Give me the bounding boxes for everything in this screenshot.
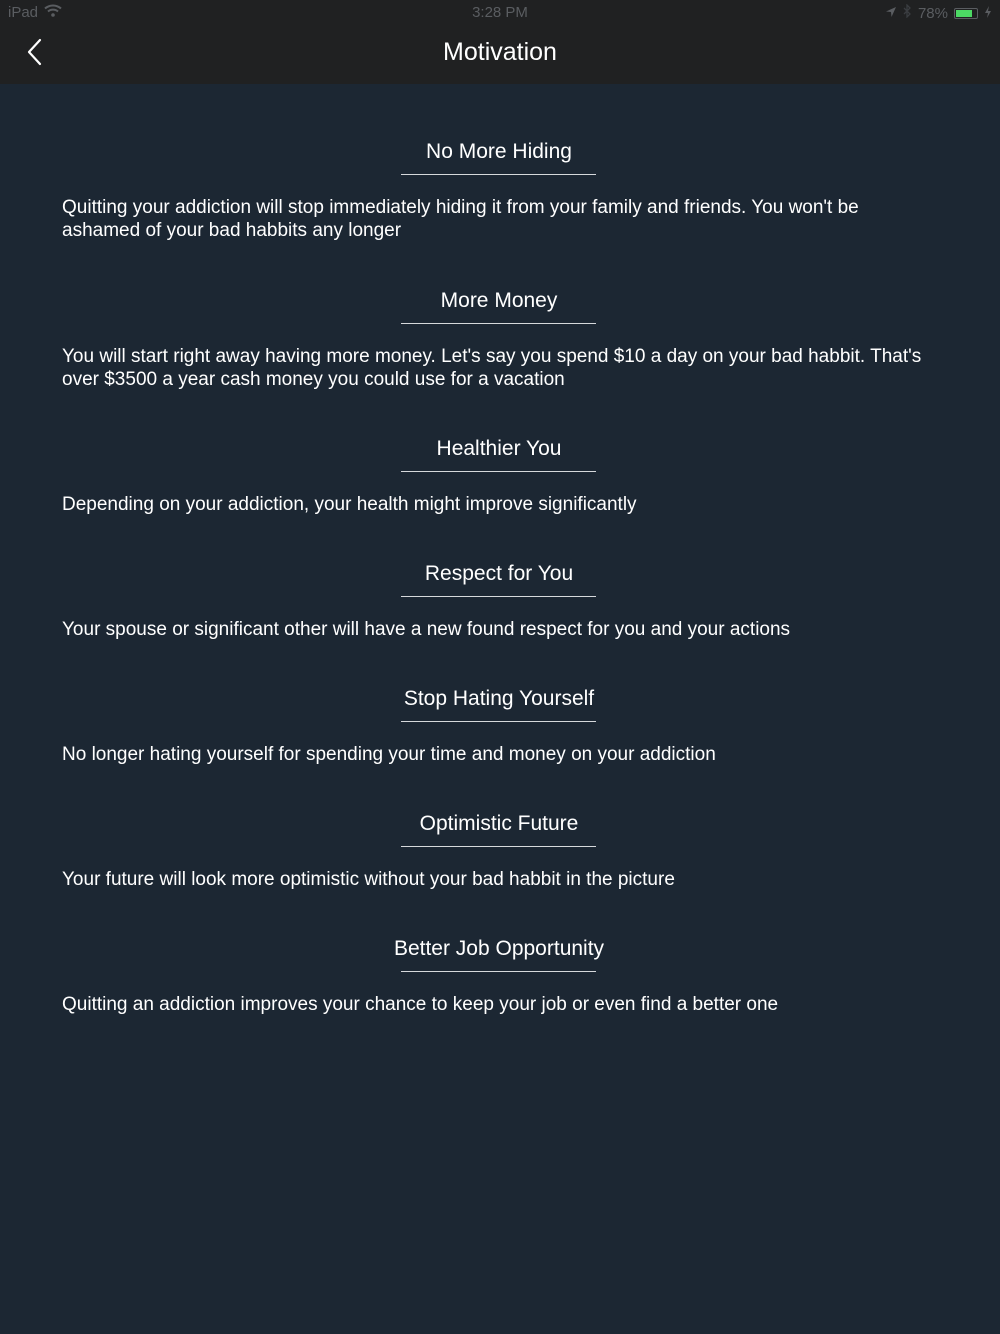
charging-bolt-icon <box>984 5 992 22</box>
section-divider <box>401 721 596 722</box>
section-title: Better Job Opportunity <box>393 937 605 960</box>
section-divider <box>401 471 596 472</box>
bluetooth-icon <box>903 4 912 22</box>
section-title: More Money <box>440 289 558 312</box>
section-body: Quitting your addiction will stop immediately hiding it from your family and friends. You won't be ashamed of your bad habbits any longer <box>62 197 859 241</box>
section-title: Healthier You <box>436 437 562 460</box>
battery-icon <box>954 8 978 19</box>
section-divider <box>401 323 596 324</box>
section-divider <box>401 596 596 597</box>
section-title: Optimistic Future <box>419 812 579 835</box>
location-arrow-icon <box>885 5 897 22</box>
section-title: Stop Hating Yourself <box>403 687 595 710</box>
section-body: Depending on your addiction, your health might improve significantly <box>62 494 637 515</box>
section-body: Your future will look more optimistic without your bad habbit in the picture <box>62 869 675 890</box>
section-divider <box>401 971 596 972</box>
device-label: iPad <box>8 4 39 21</box>
section-divider <box>401 174 596 175</box>
section-body: Quitting an addiction improves your chance to keep your job or even find a better one <box>62 994 779 1015</box>
battery-percent: 78% <box>917 4 948 22</box>
section-title: Respect for You <box>424 562 574 585</box>
status-right <box>885 4 992 22</box>
status-bar <box>0 0 1000 26</box>
section-body: You will start right away having more money. Let's say you spend $10 a day on your bad habbit. That's over $3500 a year cash money you could use for a vacation <box>62 346 922 390</box>
status-time: 3:28 PM <box>472 4 528 21</box>
battery-level-fill <box>956 10 972 17</box>
navigation-bar <box>0 26 1000 84</box>
section-body: No longer hating yourself for spending your time and money on your addiction <box>62 744 716 765</box>
section-body: Your spouse or significant other will have a new found respect for you and your actions <box>62 619 791 640</box>
page-title: Motivation <box>443 38 557 66</box>
section-title: No More Hiding <box>426 140 572 163</box>
section-divider <box>401 846 596 847</box>
